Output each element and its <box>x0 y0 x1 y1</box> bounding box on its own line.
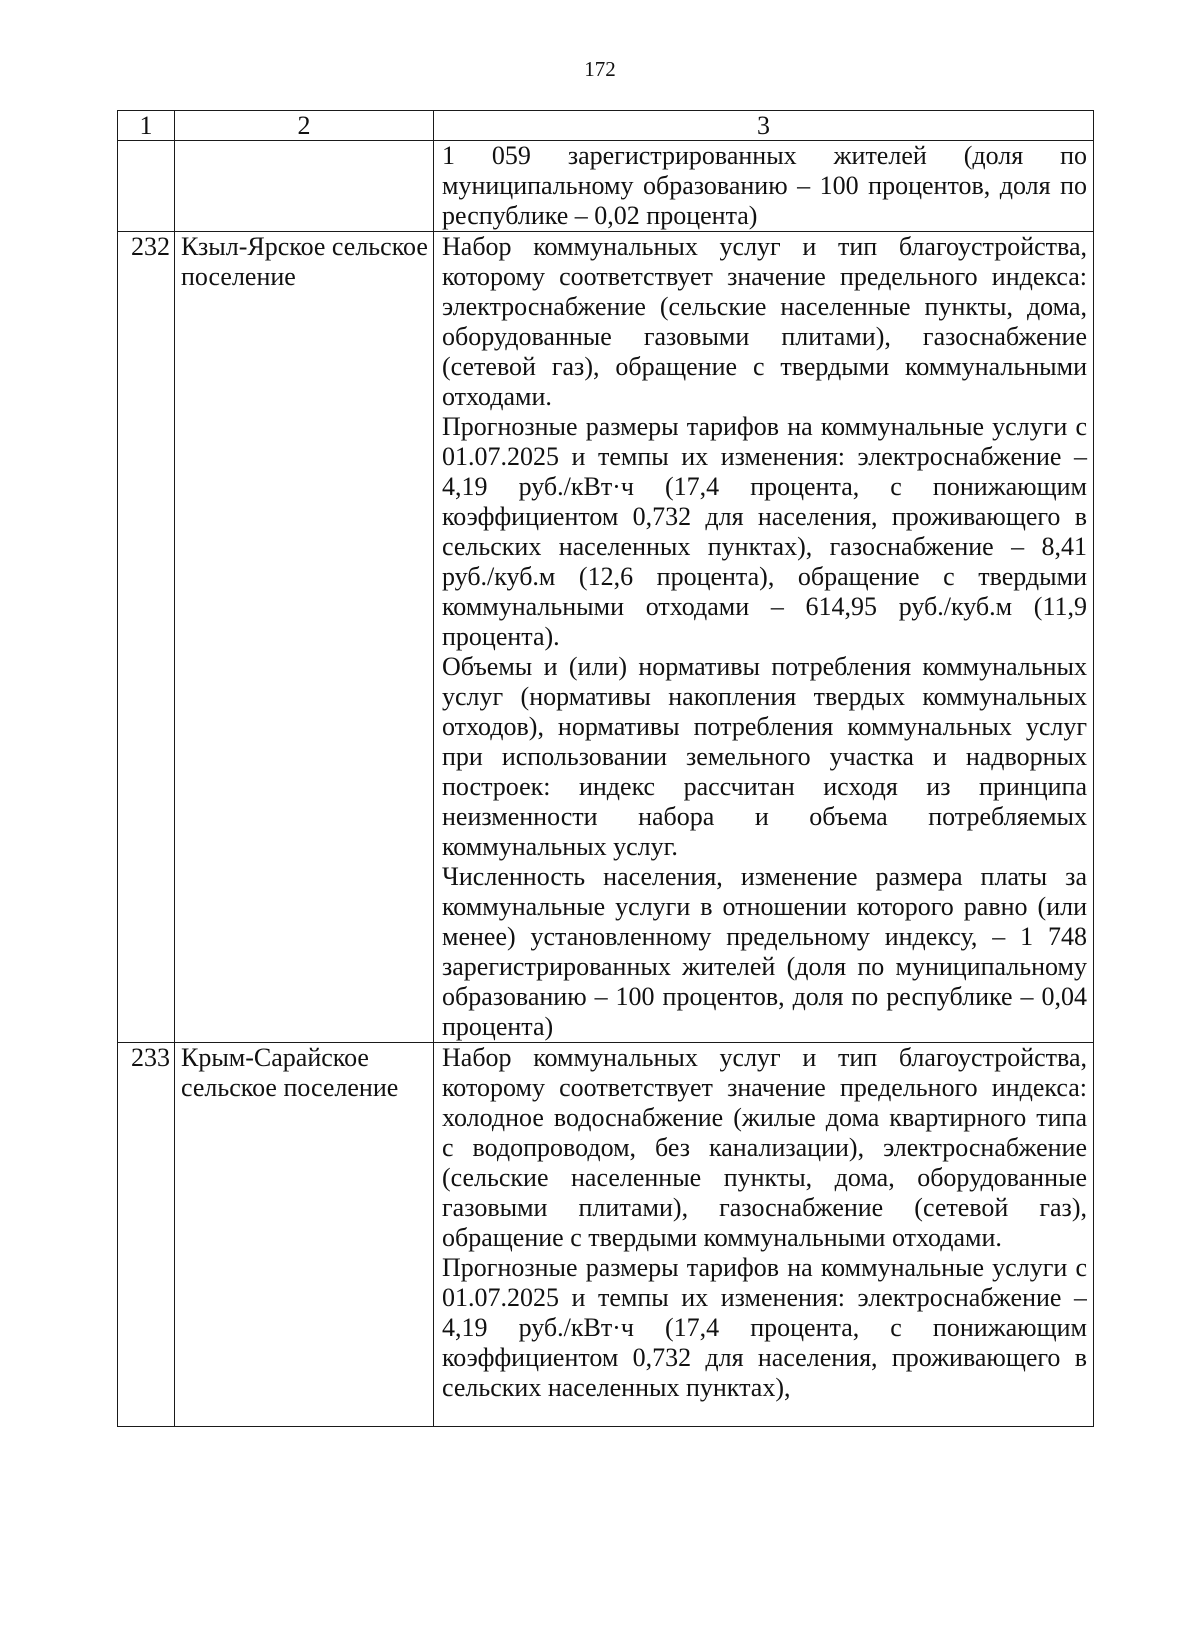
row-number <box>118 141 175 232</box>
header-cell-content: 3 <box>434 111 1094 141</box>
content-paragraph: Прогнозные размеры тарифов на коммунальные услуги с 01.07.2025 и темпы их изменения: электроснабжение – 4,19 руб./кВт·ч (17,4 процента, с понижающим коэффициентом 0,732 для населения, проживающего в сельских населенных пунктах), газоснабжение – 8,41 руб./куб.м (12,6 процента), обращение с твердыми коммунальными отходами – 614,95 руб./куб.м (11,9 процента). <box>442 412 1087 651</box>
tariff-table <box>117 110 1094 1427</box>
content-paragraph: Прогнозные размеры тарифов на коммунальные услуги с 01.07.2025 и темпы их изменения: электроснабжение – 4,19 руб./кВт·ч (17,4 процента, с понижающим коэффициентом 0,732 для населения, проживающего в сельских населенных пунктах), <box>442 1253 1087 1402</box>
content-clip <box>442 1043 1087 1426</box>
content-paragraph: Объемы и (или) нормативы потребления коммунальных услуг (нормативы накопления твердых коммунальных отходов), нормативы потребления коммунальных услуг при использовании земельного участка и надворных построек: индекс рассчитан исходя из принципа неизменности набора и объема потребляемых коммунальных услуг. <box>442 652 1087 861</box>
content-paragraph: 1 059 зарегистрированных жителей (доля по муниципальному образованию – 100 процентов, доля по республике – 0,02 процента) <box>442 141 1087 230</box>
table-row <box>118 1043 1094 1427</box>
row-content <box>434 232 1094 1043</box>
table-header-row <box>118 111 1094 141</box>
header-cell-number: 1 <box>118 111 175 141</box>
content-paragraph: Набор коммунальных услуг и тип благоустройства, которому соответствует значение предельного индекса: электроснабжение (сельские населенные пункты, дома, оборудованные газовыми плитами), газоснабжение (сетевой газ), обращение с твердыми коммунальными отходами. <box>442 232 1087 411</box>
table-row-continuation <box>118 141 1094 232</box>
row-name: Кзыл-Ярское сельское поселение <box>175 232 434 1043</box>
page-number: 172 <box>584 57 616 81</box>
table-row <box>118 232 1094 1043</box>
row-number: 232 <box>118 232 175 1043</box>
content-paragraph: Набор коммунальных услуг и тип благоустройства, которому соответствует значение предельного индекса: холодное водоснабжение (жилые дома квартирного типа с водопроводом, без канализации), электроснабжение (сельские населенные пункты, дома, оборудованные газовыми плитами), газоснабжение (сетевой газ), обращение с твердыми коммунальными отходами. <box>442 1043 1087 1252</box>
row-number: 233 <box>118 1043 175 1427</box>
content-paragraph: Численность населения, изменение размера платы за коммунальные услуги в отношении которого равно (или менее) установленному предельному индексу, – 1 748 зарегистрированных жителей (доля по муниципальному образованию – 100 процентов, доля по республике – 0,04 процента) <box>442 862 1087 1041</box>
row-content <box>434 1043 1094 1427</box>
header-cell-name: 2 <box>175 111 434 141</box>
row-name: Крым-Сарайское сельское поселение <box>175 1043 434 1427</box>
row-content <box>434 141 1094 232</box>
row-name <box>175 141 434 232</box>
